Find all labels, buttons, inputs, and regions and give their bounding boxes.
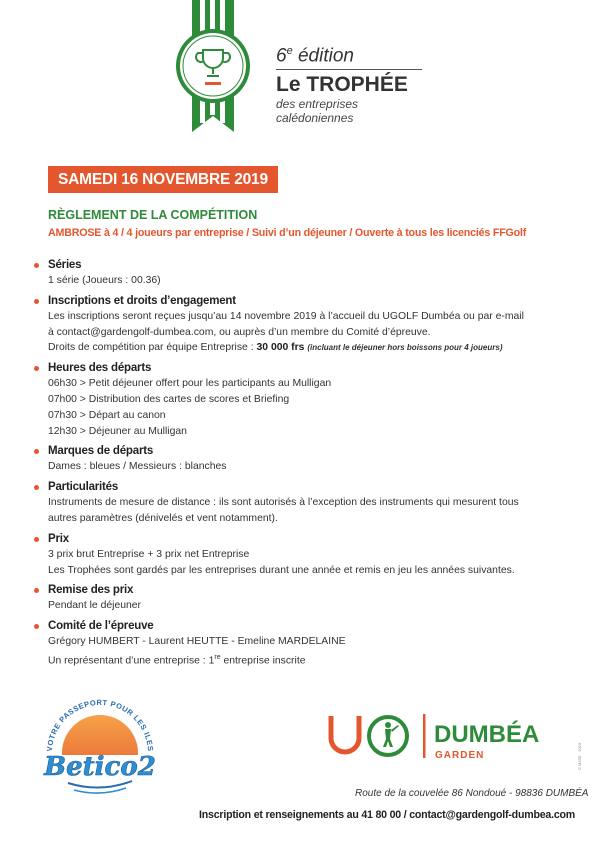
contact-line: Inscription et renseignements au 41 80 00 / contact@gardengolf-dumbea.com (199, 809, 576, 821)
rules-sections (34, 258, 564, 674)
reglement-summary: AMBROSE à 4 / 4 joueurs par entreprise / Suivi d’un déjeuner / Ouverte à tous les licenciés FFGolf (48, 227, 527, 239)
bullet-icon (34, 366, 39, 371)
section-inscriptions (34, 294, 564, 356)
dumbea-name: DUMBÉA (434, 721, 540, 748)
section-title: Inscriptions et droits d’engagement (48, 294, 236, 307)
section-particularites (34, 480, 564, 527)
page-title: Le TROPHÉE (276, 73, 408, 97)
section-line: à contact@gardengolf-dumbea.com, ou auprès d’un membre du Comité d’épreuve. (48, 326, 431, 338)
trophy-medallion-ribbon (170, 0, 256, 135)
representative-line: Un représentant d’une entreprise : 1re entreprise inscrite (48, 653, 306, 667)
section-title: Marques de départs (48, 445, 154, 458)
bullet-icon (34, 263, 39, 268)
section-heures (34, 361, 564, 439)
bullet-icon (34, 537, 39, 542)
section-line: Instruments de mesure de distance : ils sont autorisés à l’exception des instruments qui mesurent tous (48, 497, 519, 509)
section-line: Pendant le déjeuner (48, 600, 142, 612)
fee-amount: 30 000 frs (256, 342, 305, 354)
bullet-icon (34, 624, 39, 629)
betico-name: Betico2 (44, 752, 156, 782)
section-line: 07h30 > Départ au canon (48, 409, 166, 421)
section-line: Les inscriptions seront reçues jusqu’au 14 novembre 2019 à l’accueil du UGOLF Dumbéa ou par e-mail (48, 310, 524, 322)
betico-tagline: VOTRE PASSEPORT POUR LES ILES (44, 697, 156, 752)
section-title: Remise des prix (48, 584, 134, 597)
section-title: Séries (48, 259, 82, 271)
section-line: 12h30 > Déjeuner au Mulligan (48, 425, 187, 437)
reglement-heading: RÈGLEMENT DE LA COMPÉTITION (48, 208, 258, 222)
bullet-icon (34, 299, 39, 304)
section-line: 06h30 > Petit déjeuner offert pour les participants au Mulligan (48, 378, 332, 390)
bullet-icon (34, 588, 39, 593)
fee-note: (incluant le déjeuner hors boissons pour 4 joueurs) (307, 343, 503, 353)
section-line: autres paramètres (dénivelés et vent notamment). (48, 512, 278, 524)
trophy-title-block (276, 40, 426, 125)
section-title: Comité de l’épreuve (48, 620, 154, 633)
title-divider (276, 69, 422, 70)
section-series (34, 258, 564, 289)
section-line: Les Trophées sont gardés par les entreprises durant une année et remis en jeu les années suivantes. (48, 564, 515, 576)
ugolf-dumbea-logo (328, 712, 554, 762)
page-subtitle: des entreprises calédoniennes (276, 97, 359, 126)
section-title: Particularités (48, 481, 119, 494)
golfer-icon (383, 722, 399, 747)
section-prix (34, 532, 564, 579)
event-date-banner: SAMEDI 16 NOVEMBRE 2019 (48, 166, 278, 193)
section-title: Heures des départs (48, 362, 152, 375)
section-line: 07h00 > Distribution des cartes de scores et Briefing (48, 393, 290, 405)
address: Route de la couvelée 86 Nondoué - 98836 DUMBÉA (355, 788, 589, 799)
vertical-credit: © MJSE · 2019 (577, 742, 582, 770)
edition-label: 6e édition (276, 45, 354, 67)
fee-line: Droits de compétition par équipe Entreprise : 30 000 frs (incluant le déjeuner hors boissons pour 4 joueurs) (48, 342, 503, 354)
garden-label: GARDEN (435, 750, 485, 761)
section-line: 3 prix brut Entreprise + 3 prix net Entreprise (48, 548, 250, 560)
section-line: Dames : bleues / Messieurs : blanches (48, 461, 227, 473)
section-line: 1 série (Joueurs : 00.36) (48, 275, 161, 286)
section-title: Prix (48, 532, 69, 545)
bullet-icon (34, 485, 39, 490)
bullet-icon (34, 449, 39, 454)
section-comite (34, 619, 564, 669)
section-remise (34, 583, 564, 614)
betico-logo (40, 695, 160, 805)
section-line: Grégory HUMBERT - Laurent HEUTTE - Emeline MARDELAINE (48, 636, 346, 648)
section-marques (34, 444, 564, 475)
